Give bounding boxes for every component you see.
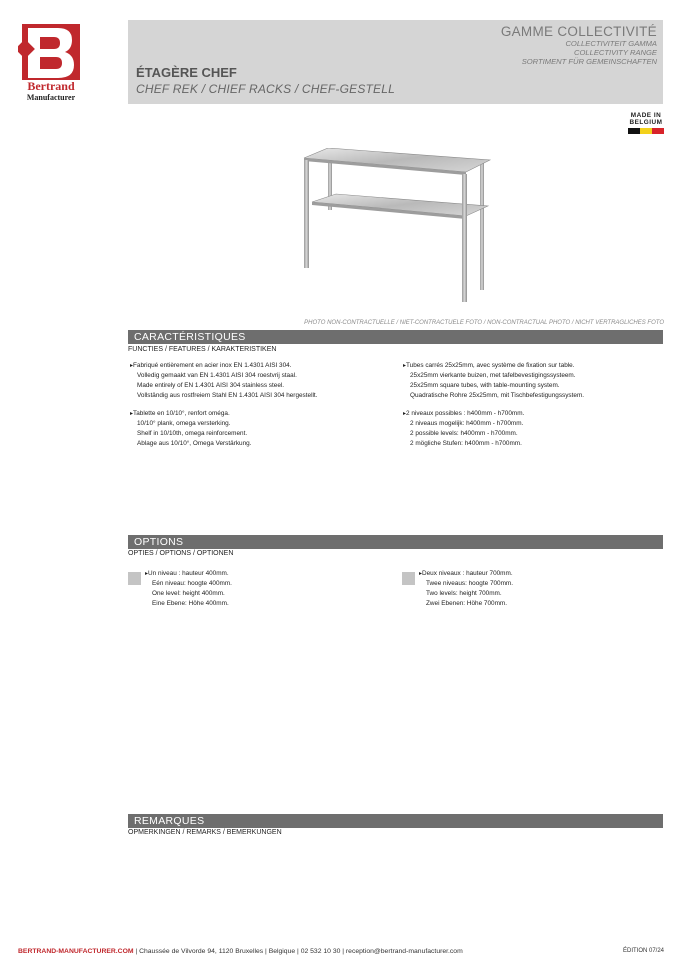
range-title: GAMME COLLECTIVITÉ (500, 24, 657, 39)
svg-text:Bertrand: Bertrand (27, 79, 75, 93)
svg-text:Manufacturer: Manufacturer (26, 93, 76, 102)
flag-stripe-black (628, 128, 640, 134)
option-one-level (145, 569, 232, 609)
product-photo (298, 148, 494, 304)
feature-shelf (130, 409, 251, 449)
photo-disclaimer: PHOTO NON-CONTRACTUELLE / NIET-CONTRACTUELE FOTO / NON-CONTRACTUAL PHOTO / NICHT VERTRAGLICHES FOTO (304, 320, 664, 326)
feature-line: 25x25mm square tubes, with table-mounting system. (410, 382, 560, 389)
brand-logo (18, 22, 84, 104)
feature-line: ▸ Tubes carrés 25x25mm, avec système de fixation sur table. (403, 361, 584, 371)
option-line: Eine Ebene: Höhe 400mm. (152, 600, 229, 607)
remarks-header: REMARQUES (128, 814, 663, 828)
feature-line: Shelf in 10/10th, omega reinforcement. (137, 430, 248, 437)
option-line: Eén niveau: hoogte 400mm. (152, 580, 232, 587)
flag-stripe-red (652, 128, 664, 134)
option-checkbox-400[interactable] (128, 572, 141, 585)
feature-line: Vollständig aus rostfreiem Stahl EN 1.4301 AISI 304 hergestellt. (137, 392, 318, 399)
characteristics-header: CARACTÉRISTIQUES (128, 330, 663, 344)
options-subtitle: OPTIES / OPTIONS / OPTIONEN (128, 550, 234, 557)
feature-line: ▸ 2 niveaux possibles : h400mm - h700mm. (403, 409, 524, 419)
range-subtitle-de: SORTIMENT FÜR GEMEINSCHAFTEN (521, 57, 657, 66)
feature-levels (403, 409, 524, 449)
option-two-levels (419, 569, 513, 609)
edition-label: ÉDITION 07/24 (622, 948, 664, 954)
feature-line: 2 niveaus mogelijk: h400mm - h700mm. (410, 420, 524, 427)
feature-line: Quadratische Rohre 25x25mm, mit Tischbefestigungssystem. (410, 392, 585, 399)
feature-line: ▸ Tablette en 10/10°, renfort oméga. (130, 409, 251, 419)
footer-contact (18, 948, 463, 955)
feature-material (130, 361, 317, 401)
options-header: OPTIONS (128, 535, 663, 549)
feature-line: 2 possible levels: h400mm - h700mm. (410, 430, 518, 437)
feature-line: ▸ Fabriqué entièrement en acier inox EN 1.4301 AISI 304. (130, 361, 317, 371)
option-line: One level: height 400mm. (152, 590, 225, 597)
feature-line: 10/10° plank, omega versterking. (137, 420, 231, 427)
option-checkbox-700[interactable] (402, 572, 415, 585)
option-line: Two levels: height 700mm. (426, 590, 502, 597)
characteristics-subtitle: FUNCTIES / FEATURES / KARAKTERISTIKEN (128, 346, 277, 353)
made-in-belgium-badge (628, 112, 664, 136)
feature-line: Volledig gemaakt van EN 1.4301 AISI 304 roestvrij staal. (137, 372, 297, 379)
flag-stripe-yellow (640, 128, 652, 134)
feature-line: 2 mögliche Stufen: h400mm - h700mm. (410, 440, 522, 447)
option-line: Twee niveaus: hoogte 700mm. (426, 580, 514, 587)
header-band (128, 20, 663, 104)
option-line: ▸ Deux niveaux : hauteur 700mm. (419, 569, 513, 579)
feature-line: Ablage aus 10/10°, Omega Verstärkung. (137, 440, 252, 447)
made-in-label: MADE IN (630, 112, 662, 119)
remarks-subtitle: OPMERKINGEN / REMARKS / BEMERKUNGEN (128, 829, 282, 836)
belgian-flag-icon (628, 128, 664, 134)
product-title: ÉTAGÈRE CHEF (136, 65, 237, 80)
footer-address: | Chaussée de Vilvorde 94, 1120 Bruxelles | Belgique | 02 532 10 30 | reception@bertrand-manufacturer.com (133, 948, 463, 955)
option-line: Zwei Ebenen: Höhe 700mm. (426, 600, 507, 607)
feature-tubes (403, 361, 584, 401)
range-subtitle-nl: COLLECTIVITEIT GAMMA (565, 39, 657, 48)
range-subtitle-en: COLLECTIVITY RANGE (574, 48, 657, 57)
bertrand-logo-icon (18, 22, 84, 104)
option-line: ▸ Un niveau : hauteur 400mm. (145, 569, 232, 579)
belgium-label: BELGIUM (629, 119, 663, 126)
chef-rack-image (298, 148, 494, 304)
product-subtitle: CHEF REK / CHIEF RACKS / CHEF-GESTELL (136, 82, 396, 96)
website-link[interactable]: BERTRAND-MANUFACTURER.COM (18, 948, 134, 955)
feature-line: 25x25mm vierkante buizen, met tafelbevestigingssysteem. (410, 372, 576, 379)
feature-line: Made entirely of EN 1.4301 AISI 304 stainless steel. (137, 382, 285, 389)
